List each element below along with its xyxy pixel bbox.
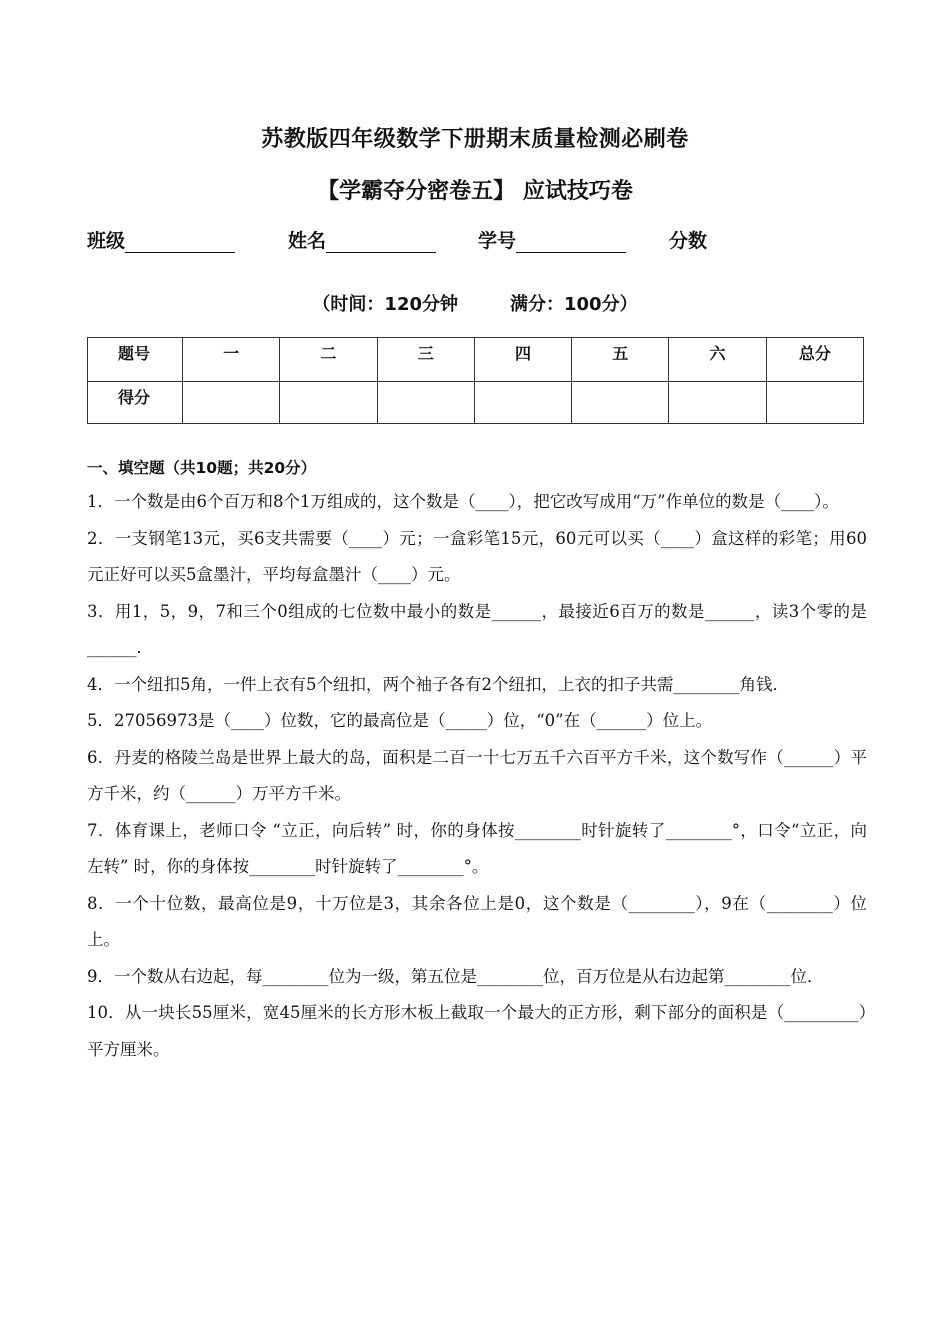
score-table [87, 337, 864, 424]
score-label: 分数 [669, 230, 708, 252]
question-item: 3．用1，5，9，7和三个0组成的七位数中最小的数是______，最接近6百万的数是______，读3个零的是______． [87, 601, 867, 657]
column-header: 二 [280, 338, 377, 382]
column-header: 一 [183, 338, 280, 382]
question-item: 2．一支钢笔13元，买6支共需要（____）元；一盒彩笔15元，60元可以买（____）盒这样的彩笔；用60元正好可以买5盒墨汁，平均每盒墨汁（____）元。 [87, 528, 867, 584]
name-label: 姓名 [288, 230, 327, 252]
score-cell [669, 382, 766, 424]
score-cell [183, 382, 280, 424]
student-id-label: 学号 [478, 230, 517, 252]
question-item: 7．体育课上，老师口令 “立正，向后转” 时，你的身体按________时针旋转了________°，口令“立正，向左转” 时，你的身体按________时针旋转了________°。 [87, 820, 867, 876]
question-item: 5．27056973是（____）位数，它的最高位是（_____）位，“0”在（______）位上。 [87, 711, 713, 730]
score-table-score-row [88, 382, 864, 424]
student-info-row [87, 226, 787, 256]
student-id-field [478, 226, 626, 253]
class-blank [125, 230, 235, 253]
name-blank [326, 230, 436, 253]
column-header: 总分 [766, 338, 863, 382]
column-header: 五 [572, 338, 669, 382]
question-number-label: 题号 [88, 338, 183, 382]
exam-title: 苏教版四年级数学下册期末质量检测必刷卷 [261, 127, 689, 152]
question-item: 1．一个数是由6个百万和8个1万组成的，这个数是（____），把它改写成用“万”作单位的数是（____）。 [87, 492, 839, 511]
section-title: 一、填空题（共10题；共20分） [87, 459, 317, 477]
name-field [288, 226, 436, 253]
question-item: 10．从一块长55厘米，宽45厘米的长方形木板上截取一个最大的正方形，剩下部分的面积是（_________）平方厘米。 [87, 1003, 867, 1059]
column-header: 三 [377, 338, 474, 382]
student-id-blank [516, 230, 626, 253]
question-list [87, 484, 867, 1068]
question-item: 6．丹麦的格陵兰岛是世界上最大的岛，面积是二百一十七万五千六百平方千米，这个数写作（______）平方千米，约（______）万平方千米。 [87, 747, 867, 803]
full-score: 满分：100分） [510, 294, 638, 315]
score-cell [766, 382, 863, 424]
score-cell [474, 382, 571, 424]
score-cell [280, 382, 377, 424]
column-header: 六 [669, 338, 766, 382]
score-table-header-row [88, 338, 864, 382]
score-cell [572, 382, 669, 424]
score-field [669, 226, 707, 253]
question-item: 8．一个十位数，最高位是9，十万位是3，其余各位上是0，这个数是（________），9在（________）位上。 [87, 893, 867, 949]
score-cell [377, 382, 474, 424]
exam-time-info [0, 290, 950, 316]
class-label: 班级 [87, 230, 126, 252]
question-item: 4．一个纽扣5角，一件上衣有5个纽扣，两个袖子各有2个纽扣，上衣的扣子共需________角钱． [87, 674, 789, 694]
class-field [87, 226, 235, 253]
column-header: 四 [474, 338, 571, 382]
exam-subtitle: 【学霸夺分密卷五】 应试技巧卷 [317, 179, 633, 204]
score-row-label: 得分 [88, 382, 183, 424]
time-limit: （时间：120分钟 [312, 294, 458, 315]
question-item: 9．一个数从右边起，每________位为一级，第五位是________位，百万位是从右边起第________位． [87, 966, 824, 986]
